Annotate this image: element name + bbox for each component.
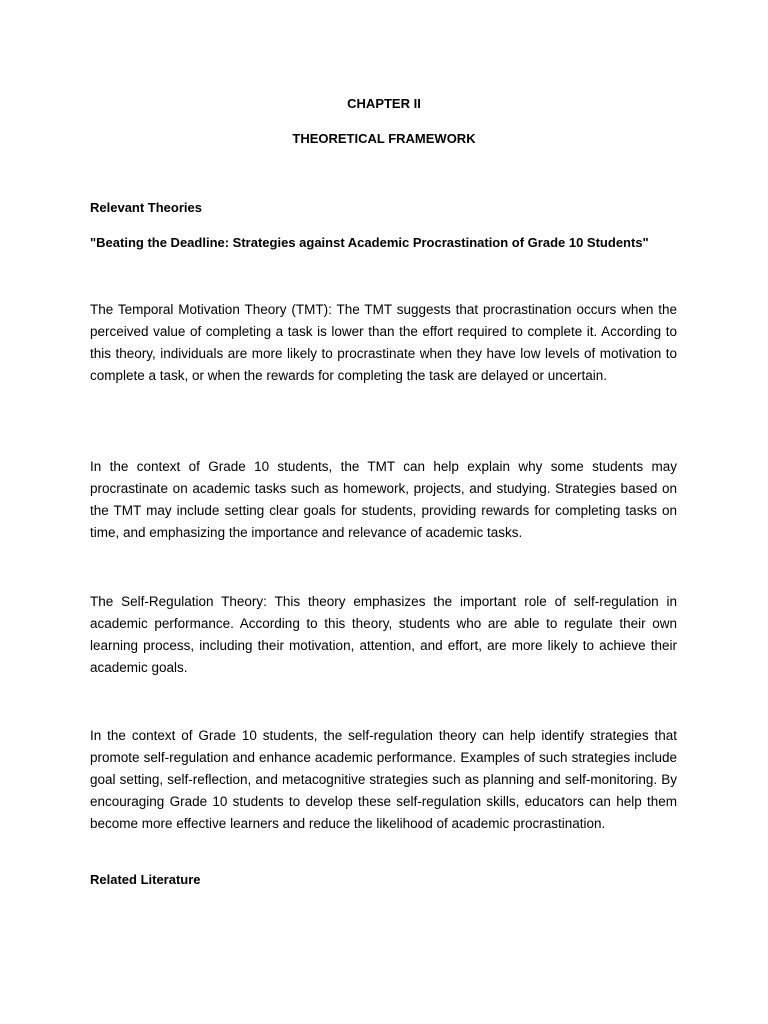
paragraph-self-regulation-context: In the context of Grade 10 students, the self-regulation theory can help identify strategies that promote self-regulation and enhance academic performance. Examples of such strategies include goal setting, self-reflection, and metacognitive strategies such as planning and self-monitoring. By encouraging Grade 10 students to develop these self-regulation skills, educators can help them become more effective learners and reduce the likelihood of academic procrastination.: [90, 728, 677, 831]
paragraph-tmt: The Temporal Motivation Theory (TMT): The TMT suggests that procrastination occurs when the perceived value of completing a task is lower than the effort required to complete it. According to this theory, individuals are more likely to procrastinate when they have low levels of motivation to complete a task, or when the rewards for completing the task are delayed or uncertain.: [90, 302, 677, 383]
related-literature-heading: Related Literature: [90, 872, 201, 887]
section-heading: Relevant Theories: [90, 200, 202, 215]
chapter-title: THEORETICAL FRAMEWORK: [292, 131, 476, 146]
chapter-label: CHAPTER II: [347, 96, 421, 111]
study-title: "Beating the Deadline: Strategies against Academic Procrastination of Grade 10 Students": [90, 235, 649, 250]
paragraph-self-regulation: The Self-Regulation Theory: This theory emphasizes the important role of self-regulation in academic performance. According to this theory, students who are able to regulate their own learning process, including their motivation, attention, and effort, are more likely to achieve their academic goals.: [90, 594, 677, 675]
paragraph-tmt-context: In the context of Grade 10 students, the TMT can help explain why some students may procrastinate on academic tasks such as homework, projects, and studying. Strategies based on the TMT may include setting clear goals for students, providing rewards for completing tasks on time, and emphasizing the importance and relevance of academic tasks.: [90, 459, 677, 540]
